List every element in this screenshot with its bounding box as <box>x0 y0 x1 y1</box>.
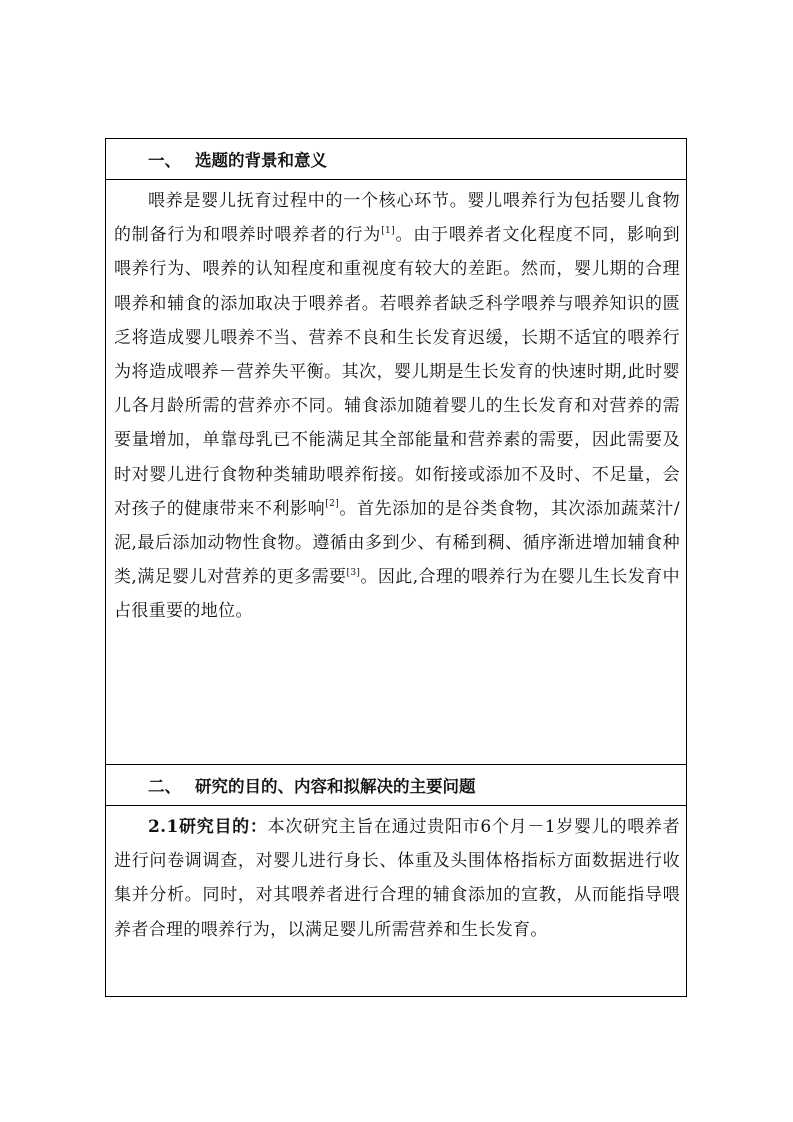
paragraph-text: 喂养是婴儿抚育过程中的一个核心环节。婴儿喂养行为包括婴儿食物的制备行为和喂养时喂养者的行为 <box>114 191 680 246</box>
objectives-paragraph <box>114 810 680 947</box>
paragraph-text: 。由于喂养者文化程度不同，影响到喂养行为、喂养的认知程度和重视度有较大的差距。然而，婴儿期的合理喂养和辅食的添加取决于喂养者。若喂养者缺乏科学喂养与喂养知识的匮乏将造成婴儿喂养不当、营养不良和生长发育迟缓，长期不适宜的喂养行为将造成喂养－营养失平衡。其次，婴儿期是生长发育的快速时期,此时婴儿各月龄所需的营养亦不同。辅食添加随着婴儿的生长发育和对营养的需要量增加，单靠母乳已不能满足其全部能量和营养素的需要，因此需要及时对婴儿进行食物种类辅助喂养衔接。如衔接或添加不及时、不足量，会对孩子的健康带来不利影响 <box>114 225 680 519</box>
document-table <box>105 138 687 997</box>
citation-ref: [1] <box>381 225 395 236</box>
citation-ref: [2] <box>325 499 340 510</box>
section-number: 二、 <box>148 777 181 796</box>
subsection-lead: 2.1研究目的： <box>148 817 268 837</box>
section-heading-background <box>106 139 686 180</box>
objectives-section-body <box>106 806 686 996</box>
background-paragraph <box>114 184 680 629</box>
section-title: 研究的目的、内容和拟解决的主要问题 <box>195 777 476 796</box>
section-number: 一、 <box>148 151 181 170</box>
section-heading-objectives <box>106 765 686 806</box>
paragraph-text: 。因此,合理的喂养行为在婴儿生长发育中占很重要的地位。 <box>114 567 680 622</box>
background-section-body <box>106 180 686 765</box>
paragraph-text: 本次研究主旨在通过贵阳市6个月－1岁婴儿的喂养者进行问卷调调查，对婴儿进行身长、体重及头围体格指标方面数据进行收集并分析。同时，对其喂养者进行合理的辅食添加的宣教，从而能指导喂养者合理的喂养行为，以满足婴儿所需营养和生长发育。 <box>114 817 680 940</box>
paragraph-text: 。首先添加的是谷类食物，其次添加蔬菜汁/泥,最后添加动物性食物。遵循由多到少、有稀到稠、循序渐进增加辅食种类,满足婴儿对营养的更多需要 <box>114 498 680 588</box>
citation-ref: [3] <box>346 567 361 578</box>
section-title: 选题的背景和意义 <box>195 151 327 170</box>
